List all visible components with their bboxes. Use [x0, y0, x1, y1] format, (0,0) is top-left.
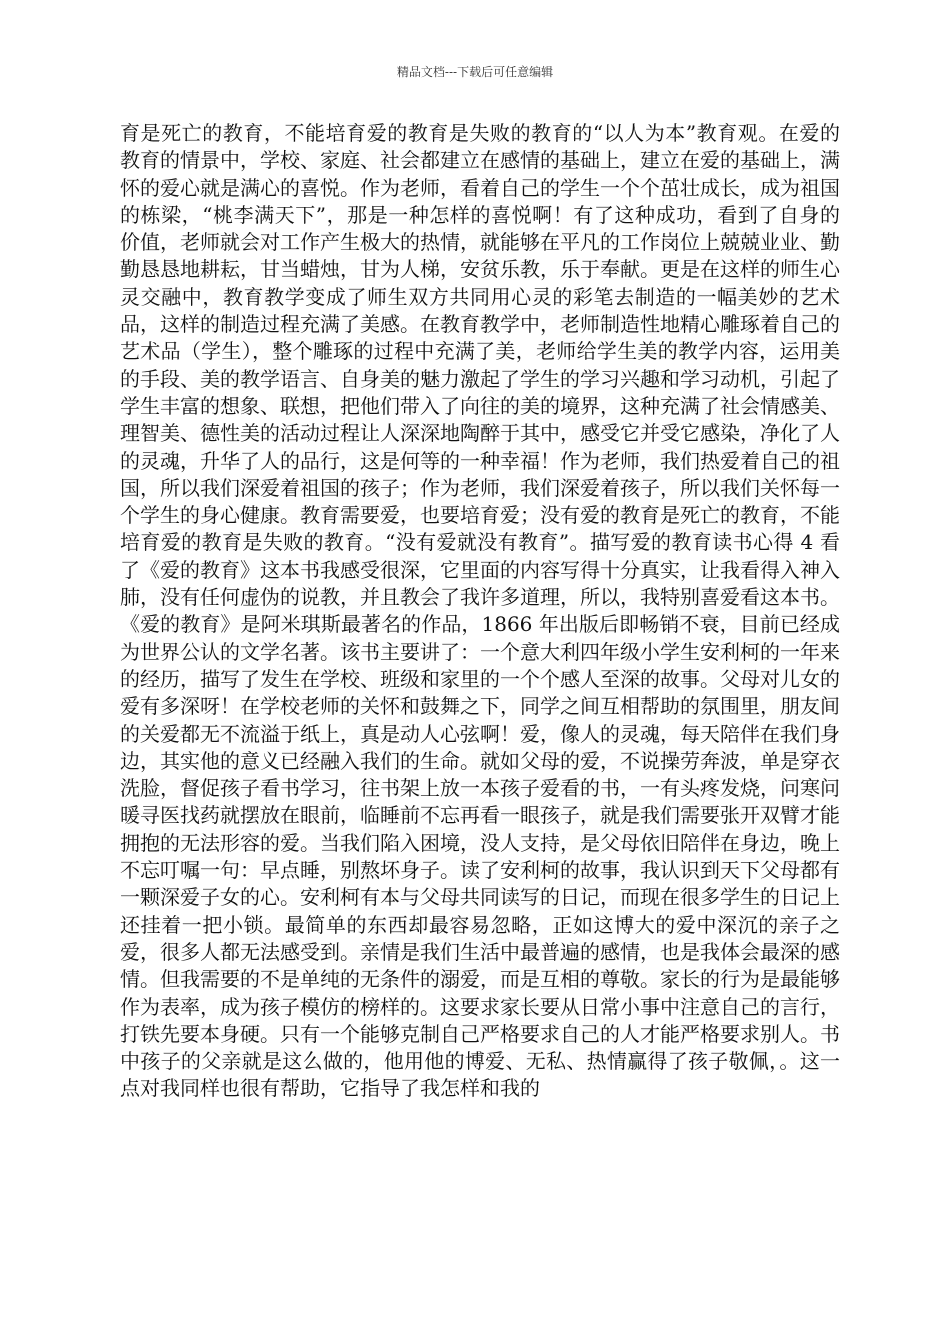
page-header: 精品文档---下载后可任意编辑	[396, 65, 554, 79]
body-paragraph: 育是死亡的教育，不能培育爱的教育是失败的教育的“以人为本”教育观。在爱的教育的情景中，学校、家庭、社会都建立在感情的基础上，建立在爱的基础上，满怀的爱心就是满心的喜悦。作为老师，看着自己的学生一个个茁壮成长，成为祖国的栋梁，“桃李满天下”，那是一种怎样的喜悦啊！有了这种成功，看到了自身的价值，老师就会对工作产生极大的热情，就能够在平凡的工作岗位上兢兢业业、勤勤恳恳地耕耘，甘当蜡烛，甘为人梯，安贫乐教，乐于奉献。更是在这样的师生心灵交融中，教育教学变成了师生双方共同用心灵的彩笔去制造的一幅美妙的艺术品，这样的制造过程充满了美感。在教育教学中，老师制造性地精心雕琢着自己的艺术品（学生），整个雕琢的过程中充满了美，老师给学生美的教学内容，运用美的手段、美的教学语言、自身美的魅力激起了学生的学习兴趣和学习动机，引起了学生丰富的想象、联想，把他们带入了向往的美的境界，这种充满了社会情感美、理智美、德性美的活动过程让人深深地陶醉于其中，感受它并受它感染，净化了人的灵魂，升华了人的品行，这是何等的一种幸福！作为老师，我们热爱着自己的祖国，所以我们深爱着祖国的孩子；作为老师，我们深爱着孩子，所以我们关怀每一个学生的身心健康。教育需要爱，也要培育爱；没有爱的教育是死亡的教育，不能培育爱的教育是失败的教育。“没有爱就没有教育”。描写爱的教育读书心得 4 看了《爱的教育》这本书我感受很深，它里面的内容写得十分真实，让我看得入神入肺，没有任何虚伪的说教，并且教会了我许多道理，所以，我特别喜爱看这本书。《爱的教育》是阿米琪斯最著名的作品，1866 年出版后即畅销不衰，目前已经成为世界公认的文学名著。该书主要讲了：一个意大利四年级小学生安利柯的一年来的经历，描写了发生在学校、班级和家里的一个个感人至深的故事。父母对儿女的爱有多深呀！在学校老师的关怀和鼓舞之下，同学之间互相帮助的氛围里，朋友间的关爱都无不流溢于纸上，真是动人心弦啊！爱，像人的灵魂，每天陪伴在我们身边，其实他的意义已经融入我们的生命。就如父母的爱，不说操劳奔波，单是穿衣洗脸，督促孩子看书学习，往书架上放一本孩子爱看的书，一有头疼发烧，问寒问暖寻医找药就摆放在眼前，临睡前不忘再看一眼孩子，就是我们需要张开双臂才能拥抱的无法形容的爱。当我们陷入困境，没人支持，是父母依旧陪伴在身边，晚上不忘叮嘱一句：早点睡，别熬坏身子。读了安利柯的故事，我认识到天下父母都有一颗深爱子女的心。安利柯有本与父母共同读写的日记，而现在很多学生的日记上还挂着一把小锁。最简单的东西却最容易忽略，正如这博大的爱中深沉的亲子之爱，很多人都无法感受到。亲情是我们生活中最普遍的感情，也是我体会最深的感情。但我需要的不是单纯的无条件的溺爱，而是互相的尊敬。家长的行为是最能够作为表率，成为孩子模仿的榜样的。这要求家长要从日常小事中注意自己的言行，打铁先要本身硬。只有一个能够克制自己严格要求自己的人才能严格要求别人。书中孩子的父亲就是这么做的，他用他的博爱、无私、热情赢得了孩子敬佩，。这一点对我同样也很有帮助，它指导了我怎样和我的	[120, 121, 840, 1101]
